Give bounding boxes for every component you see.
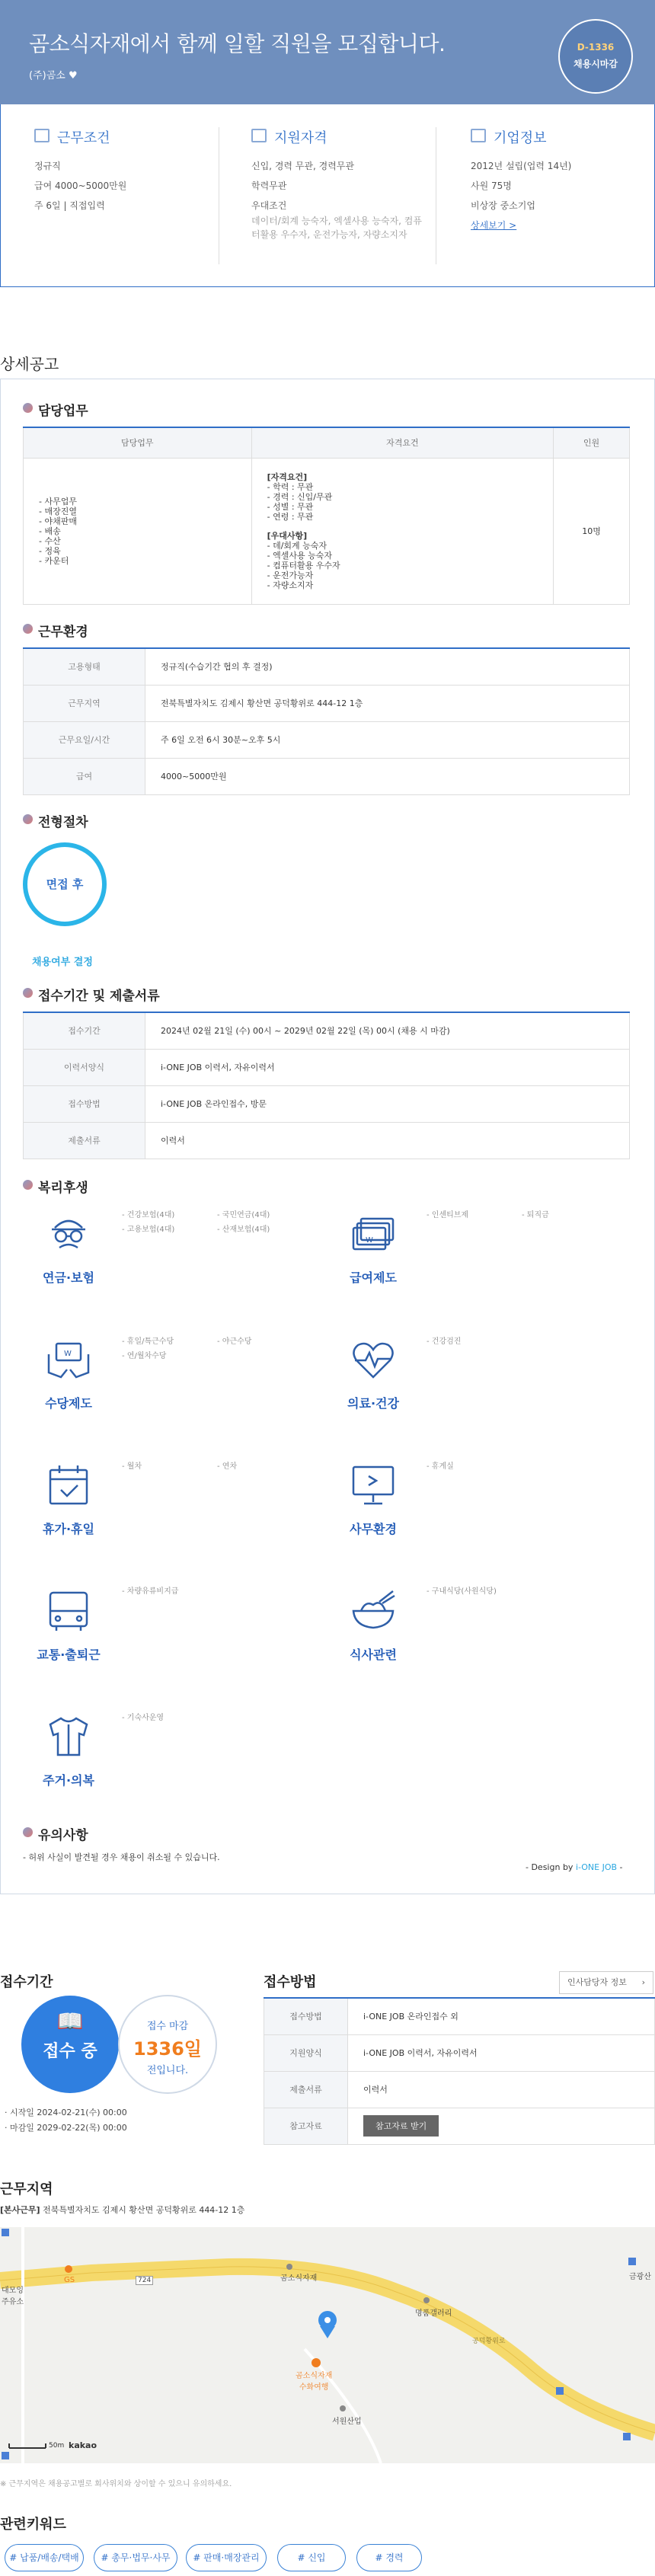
welfare-label: 교통·출퇴근 [37,1648,101,1662]
rice-bowl-icon [350,1588,396,1636]
method-table [264,1997,655,2145]
shirt-icon [46,1714,91,1762]
apply-key: 제출서류 [24,1122,145,1159]
req-item: - 연령 : 무관 [267,511,314,522]
duty-table [23,427,630,605]
welfare-text: - 월차 [122,1462,142,1471]
req-item: - 경력 : 신입/무관 [267,491,333,502]
duty-item: - 카운터 [39,555,69,566]
design-credit [526,1862,623,1872]
status-circle [21,1996,119,2093]
qual-pref-list: 데이터/회계 능숙자, 엑셀사용 능숙자, 컴퓨터활용 우수자, 운전가능자, 자량소지자 [251,216,422,240]
apply-value: 이력서 [145,1122,630,1159]
method-value: 이력서 [348,2071,655,2108]
headcount: 10명 [554,458,630,604]
company-link[interactable]: (주)곰소 [29,70,66,81]
svg-text:W: W [366,1236,373,1245]
work-salary: 급여 4000~5000만원 [34,181,127,191]
keyword-tag[interactable]: # 납품/배송/택배 [5,2544,84,2571]
company-title: 기업정보 [494,130,547,146]
welfare-text: - 기숙사운영 [122,1714,165,1722]
job-title: 곰소식자재에서 함께 일할 직원을 모집합니다. [29,31,446,56]
dday-text: D-1336 [577,42,615,53]
work-type: 정규직 [34,161,61,171]
remain-label: 접수 마감 [146,2021,189,2032]
start-date: · 시작일 2024-02-21(수) 00:00 [5,2108,127,2117]
welfare-text: - 구내식당(사원식당) [427,1587,497,1596]
method-key: 지원양식 [264,2034,348,2071]
map-label: 명품갤러리 [415,2309,452,2318]
keyword-tag[interactable]: # 신입 [277,2544,346,2571]
process-result: 채용여부 결정 [32,957,93,968]
req-header: 자격요건 [251,427,553,458]
location-tag: [본사근무] [0,2205,40,2215]
apply-value: i-ONE JOB 온라인접수, 방문 [145,1085,630,1122]
welfare-label: 휴가·휴일 [43,1522,94,1536]
method-value: i-ONE JOB 온라인접수 외 [348,1998,655,2034]
work-conditions [34,127,232,219]
map-label: 곰소식자재 수화여행 [296,2372,333,2392]
qual-education: 학력무관 [251,181,287,191]
apply-key: 접수방법 [24,1085,145,1122]
env-table [23,647,630,795]
book-icon: 📖 [56,2009,84,2034]
env-title: 근무환경 [23,621,88,640]
design-prefix: - Design by [526,1862,576,1872]
env-key: 급여 [24,758,145,794]
pref-item: - 데/회계 능숙자 [267,540,328,551]
monitor-icon [350,1462,396,1510]
welfare-text: - 고용보험(4대) [122,1226,175,1234]
remain-suffix: 전입니다. [146,2065,189,2076]
env-key: 근무지역 [24,685,145,721]
req-list [251,458,553,604]
heart-pulse-icon [350,1339,396,1384]
req-item: - 학력 : 무관 [267,481,314,492]
work-title: 근무조건 [57,130,110,146]
location-title: 근무지역 [0,2181,53,2197]
hr-info-label: 인사담당자 정보 [567,1977,627,1987]
building-icon [471,129,486,142]
company-more-link[interactable]: 상세보기 > [471,220,517,231]
env-value: 4000~5000만원 [145,758,630,794]
heart-icon[interactable]: ♥ [68,70,78,81]
period-title: 접수기간 [0,1974,53,1990]
map-canvas[interactable] [0,2227,655,2463]
badge-text: 채용시마감 [574,59,618,69]
welfare-title: 복리후생 [23,1177,88,1196]
kakao-logo: kakao [69,2440,97,2450]
remain-days: 1336일 [133,2038,202,2060]
welfare-label: 식사관련 [350,1648,397,1662]
apply-key: 이력서양식 [24,1049,145,1085]
pref-item: - 운전가능자 [267,570,314,580]
map-label: 공덕황위로 [472,2338,506,2345]
keywords-title: 관련키워드 [0,2517,66,2533]
process-step: 면접 후 [23,842,107,926]
apply-table [23,1012,630,1159]
welfare-text: - 연/월차수당 [122,1352,167,1360]
welfare-label: 급여제도 [350,1270,397,1285]
req-item: - 성별 : 무관 [267,501,314,512]
method-key: 제출서류 [264,2071,348,2108]
duty-header: 담당업무 [24,427,252,458]
keyword-tag[interactable]: # 경력 [356,2544,422,2571]
welfare-text: - 휴일/특근수당 [122,1338,174,1346]
qual-career: 신입, 경력 무관, 경력무관 [251,161,354,171]
pref-title: [우대사항] [267,530,308,541]
welfare-label: 연금·보험 [43,1270,94,1285]
welfare-label: 주거·의복 [43,1773,94,1788]
duty-item: - 매장진열 [39,506,77,516]
company-info [471,127,655,232]
design-suffix: - [617,1862,623,1872]
welfare-label: 수당제도 [45,1396,92,1411]
calendar-check-icon [46,1462,91,1510]
pref-item: - 컴퓨터활용 우수자 [267,560,340,570]
welfare-label: 사무환경 [350,1522,397,1536]
welfare-text: - 건강검진 [427,1338,462,1346]
welfare-text: - 국민연금(4대) [217,1211,270,1219]
duty-item: - 정육 [39,545,61,556]
duty-list [24,458,252,604]
map-label: 금광산 [629,2273,651,2281]
deadline-badge [558,19,633,94]
bus-icon [46,1588,91,1636]
welfare-text: - 차량유류비지급 [122,1587,179,1596]
map-label: 724 [136,2276,153,2285]
count-header: 인원 [554,427,630,458]
briefcase-icon [251,129,267,142]
building-icon [34,129,50,142]
status-text: 접수 중 [43,2042,97,2061]
notice-text: - 허위 사실이 발견될 경우 채용이 취소될 수 있습니다. [23,1852,220,1862]
method-key: 참고자료 [264,2108,348,2144]
welfare-label: 의료·건강 [347,1396,399,1411]
duty-item: - 수산 [39,535,61,546]
apply-key: 접수기간 [24,1012,145,1049]
welfare-text: - 연차 [217,1462,238,1471]
env-value: 주 6일 오전 6시 30분~오후 5시 [145,721,630,758]
company-staff: 사원 75명 [471,181,512,191]
apply-value: 2024년 02월 21일 (수) 00시 ~ 2029년 02월 22일 (목) 00시 (채용 시 마감) [145,1012,630,1049]
welfare-text: - 산재보험(4대) [217,1226,270,1234]
env-key: 근무요일/시간 [24,721,145,758]
map[interactable] [0,2227,655,2463]
location-footnote: ※ 근무지역은 채용공고별로 회사위치와 상이할 수 있으니 유의하세요. [0,2480,232,2488]
welfare-text: - 야근수당 [217,1338,252,1346]
apply-value: i-ONE JOB 이력서, 자유이력서 [145,1049,630,1085]
map-label: 곰소식자재 [280,2274,318,2283]
hr-info-button[interactable] [559,1971,653,1994]
keyword-tag[interactable]: # 판매·매장관리 [186,2544,267,2571]
duty-item: - 사무업무 [39,496,77,507]
apply-title: 접수기간 및 제출서류 [23,985,160,1004]
pref-item: - 자량소지자 [267,580,314,590]
method-title: 접수방법 [264,1974,317,1990]
method-key: 접수방법 [264,1998,348,2034]
company-founded: 2012년 설립(업력 14년) [471,161,572,171]
welfare-text: - 인센티브제 [427,1211,469,1219]
glasses-mustache-icon [46,1211,91,1259]
process-title: 전형절차 [23,811,88,830]
env-value: 정규직(수습기간 협의 후 결정) [145,648,630,685]
req-title: [자격요건] [267,471,308,482]
location-address [0,2204,244,2216]
money-stack-icon [350,1216,396,1258]
map-label: 대모잉 주유소 [2,2287,24,2306]
svg-text:W: W [64,1350,72,1358]
duty-item: - 야채판매 [39,516,77,526]
company-name[interactable] [29,67,78,81]
design-brand: i-ONE JOB [575,1862,618,1872]
work-days: 주 6일 | 직접입력 [34,200,105,211]
qualifications [251,127,449,248]
env-key: 고용형태 [24,648,145,685]
map-scale: 50m [49,2442,65,2450]
env-value: 전북특별자치도 김제시 황산면 공덕황위로 444-12 1층 [145,685,630,721]
qual-title: 지원자격 [274,130,328,146]
address-text: 전북특별자치도 김제시 황산면 공덕황위로 444-12 1층 [43,2205,245,2215]
hands-money-icon [46,1339,91,1384]
remain-circle [118,1995,217,2094]
welfare-text: - 휴게실 [427,1462,454,1471]
detail-heading: 상세공고 [0,355,59,373]
notice-title: 유의사항 [23,1824,88,1843]
welfare-text: - 퇴직금 [522,1211,549,1219]
qual-pref-title: 우대조건 [251,200,287,211]
method-value: i-ONE JOB 이력서, 자유이력서 [348,2034,655,2071]
method-value [348,2108,655,2144]
end-date: · 마감일 2029-02-22(목) 00:00 [5,2123,127,2133]
keyword-tag[interactable]: # 총무·법무·사무 [94,2544,177,2571]
company-type: 비상장 중소기업 [471,200,535,211]
ref-download-button[interactable]: 참고자료 받기 [363,2115,439,2137]
duty-title: 담당업무 [23,400,88,419]
map-label: GS [64,2276,75,2284]
chevron-right-icon: › [641,1977,645,1987]
pref-item: - 엑셀사용 능숙자 [267,550,332,561]
duty-item: - 배송 [39,526,61,536]
map-label: 서원산업 [332,2418,362,2426]
welfare-text: - 건강보험(4대) [122,1211,175,1219]
